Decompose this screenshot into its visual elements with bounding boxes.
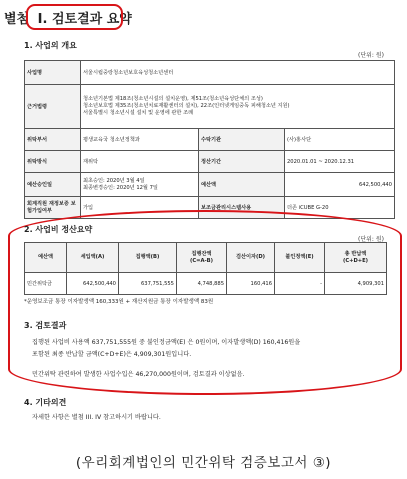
other-opinion-text: 자세한 사항은 별첨 III. IV 참고하시기 바랍니다. xyxy=(32,414,161,421)
row-disallowed: - xyxy=(275,273,325,295)
section1-heading: 1. 사업의 개요 xyxy=(24,41,77,50)
section4-heading: 4. 기타의견 xyxy=(24,398,67,407)
law-line: 청소년보호법 제35조(청소년치료재활센터의 설치), 22조(인터넷게임중독 피해청소년 지원) xyxy=(83,103,290,109)
law-value xyxy=(81,85,395,129)
col-balance: 집행잔액 (C=A-B) xyxy=(177,243,227,273)
col-total-return: 총 반납액 (C+D+E) xyxy=(325,243,387,273)
budget-approval-line: 최초승인: 2020년 3월 4일 xyxy=(83,177,145,184)
method-label: 위탁방식 xyxy=(25,151,81,173)
contractor-value: (사)홍사단 xyxy=(285,129,395,151)
section2-unit: (단위: 원) xyxy=(358,236,384,243)
budget-amount-value: 642,500,440 xyxy=(285,173,395,197)
budget-approval-line: 최종변경승인: 2020년 12월 7일 xyxy=(83,184,158,191)
period-label: 정산기간 xyxy=(199,151,285,173)
section1-unit: (단위: 원) xyxy=(358,52,384,59)
project-label: 사업명 xyxy=(25,61,81,85)
project-overview-table xyxy=(24,60,395,219)
insurance-label: 회계직원 재정보증 보험가입여부 xyxy=(25,197,81,219)
agency-value: 평생교육국 청소년정책과 xyxy=(81,129,199,151)
budget-amount-label: 예산액 xyxy=(199,173,285,197)
review-line: 포함된 최종 반납할 금액(C+D+E)은 4,909,301원입니다. xyxy=(32,351,192,358)
period-value: 2020.01.01 ~ 2020.12.31 xyxy=(285,151,395,173)
col-interest: 검산이자(D) xyxy=(227,243,275,273)
review-paragraph-2: 민간위탁 관련하여 발생한 사업수입은 46,270,000원이며, 검토결과 이상없음. xyxy=(32,371,245,378)
settlement-summary-table xyxy=(24,242,387,295)
law-line: 서울특별시 청소년시설 설치 및 운영에 관한 조례 xyxy=(83,110,194,116)
law-line: 청소년기본법 제18조(청소년시설의 설치운영), 제51조(청소년육성단체의 조성) xyxy=(83,96,263,102)
table-row xyxy=(25,273,387,295)
law-label: 근거법령 xyxy=(25,85,81,129)
contractor-label: 수탁기관 xyxy=(199,129,285,151)
header-title: I. 검토결과 요약 xyxy=(37,12,132,27)
row-balance: 4,748,885 xyxy=(177,273,227,295)
row-name: 민간위탁금 xyxy=(25,273,67,295)
col-expenditure: 집행액(B) xyxy=(119,243,177,273)
insurance-value: 가입 xyxy=(81,197,199,219)
agency-label: 위탁부서 xyxy=(25,129,81,151)
project-value: 서울시립중랑청소년보호육성청소년센터 xyxy=(81,61,395,85)
method-value: 재위탁 xyxy=(81,151,199,173)
review-paragraph-1 xyxy=(32,337,300,361)
budget-approval-label: 예산승인일 xyxy=(25,173,81,197)
col-revenue: 세입액(A) xyxy=(67,243,119,273)
budget-approval-value xyxy=(81,173,199,197)
section3-heading: 3. 검토결과 xyxy=(24,321,67,330)
review-line: 집행된 사업비 사용액 637,751,555원 중 불인정금액(E) 은 0원이며, 이자발생액(D) 160,416원을 xyxy=(32,339,301,346)
col-disallowed: 불인정액(E) xyxy=(275,243,325,273)
col-budget: 예산액 xyxy=(25,243,67,273)
row-total-return: 4,909,301 xyxy=(325,273,387,295)
title-highlight-box xyxy=(26,4,123,30)
header-prefix: 별첨 xyxy=(4,12,30,27)
row-interest: 160,416 xyxy=(227,273,275,295)
settlement-note: *운영보조금 통장 이자발생액 160,333원 + 재산지원금 통장 이자발생액 83원 xyxy=(24,299,214,305)
accounting-system-value: 더존 iCUBE G-20 xyxy=(285,197,395,219)
section2-heading: 2. 사업비 정산요약 xyxy=(24,225,93,234)
row-budget: 642,500,440 xyxy=(67,273,119,295)
accounting-system-label: 보조금관리시스템사용 xyxy=(199,197,285,219)
row-expenditure: 637,751,555 xyxy=(119,273,177,295)
document-caption: (우리회계법인의 민간위탁 검증보고서 ③) xyxy=(75,455,332,471)
